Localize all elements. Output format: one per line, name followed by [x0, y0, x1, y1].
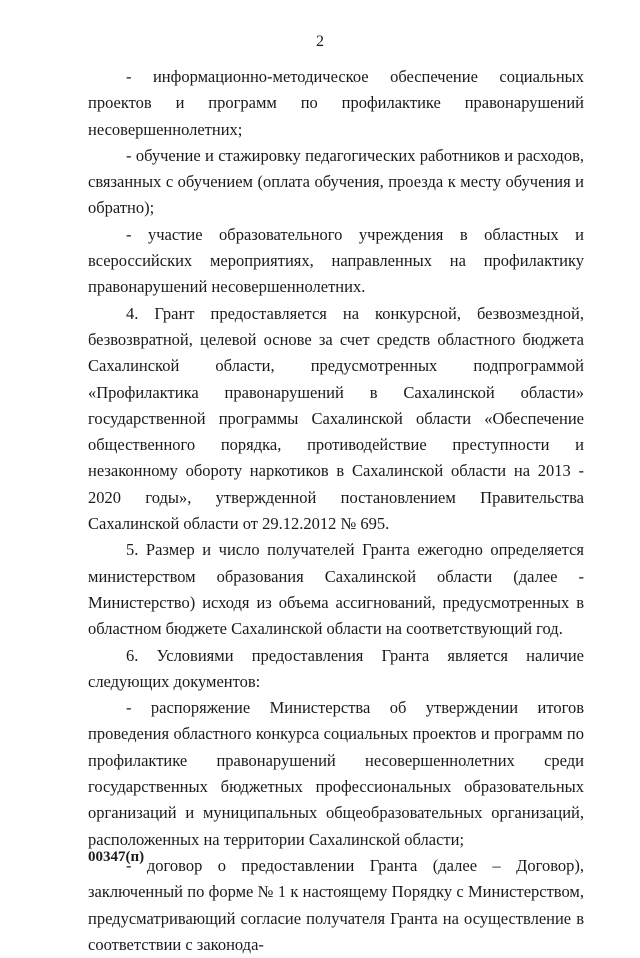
document-body	[88, 64, 584, 958]
paragraph-participation: - участие образовательного учреждения в областных и всероссийских мероприятиях, направленных на профилактику правонарушений несовершеннолетних.	[88, 224, 584, 297]
paragraph-agreement: - договор о предоставлении Гранта (далее – Договор), заключенный по форме № 1 к настоящему Порядку с Министерством, предусматривающий согласие получателя Гранта на осуществление в соответствии с законода-	[88, 855, 584, 954]
page-number: 2	[316, 33, 324, 50]
document-code: 00347(п)	[88, 849, 145, 865]
paragraph-order: - распоряжение Министерства об утверждении итогов проведения областного конкурса социальных проектов и программ по профилактике правонарушений несовершеннолетних среди государственных бюджетных профессиональных образовательных организаций и муниципальных общеобразовательных организаций, расположенных на территории Сахалинской области;	[88, 698, 584, 849]
paragraph-training: - обучение и стажировку педагогических работников и расходов, связанных с обучением (оплата обучения, проезда к месту обучения и обратно);	[88, 145, 584, 218]
paragraph-item-4: 4. Грант предоставляется на конкурсной, безвозмездной, безвозвратной, целевой основе за счет средств областного бюджета Сахалинской области, предусмотренных подпрограммой «Профилактика правонарушений в Сахалинской области» государственной программы Сахалинской области «Обеспечение общественного порядка, противодействие преступности и незаконному обороту наркотиков в Сахалинской области на 2013 - 2020 годы», утвержденной постановлением Правительства Сахалинской области от 29.12.2012 № 695.	[88, 303, 584, 534]
paragraph-info-support: - информационно-методическое обеспечение социальных проектов и программ по профилактике правонарушений несовершеннолетних;	[88, 67, 584, 139]
paragraph-item-6: 6. Условиями предоставления Гранта является наличие следующих документов:	[88, 645, 584, 691]
paragraph-item-5: 5. Размер и число получателей Гранта ежегодно определяется министерством образования Сахалинской области (далее - Министерство) исходя из объема ассигнований, предусмотренных в областном бюджете Сахалинской области на соответствующий год.	[88, 540, 584, 639]
